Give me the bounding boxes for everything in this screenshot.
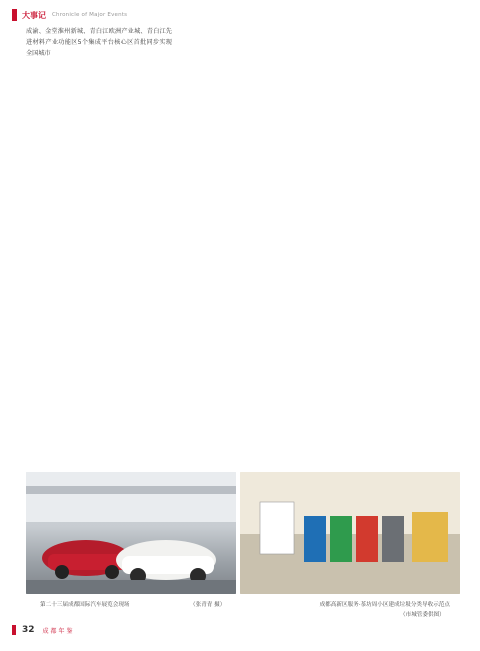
photo-credit-1: （张青青 摄） bbox=[190, 602, 226, 608]
garbage-bins-illustration bbox=[240, 472, 460, 594]
footer-accent-bar bbox=[12, 625, 16, 635]
text-column-1 bbox=[26, 26, 172, 59]
photo-caption-2: 成都高新区服务·茶坊周小区建成垃圾分类导收示范点 bbox=[319, 602, 450, 608]
car-photo-illustration bbox=[26, 472, 236, 594]
page-header bbox=[12, 8, 127, 22]
garbage-sorting-photo bbox=[240, 472, 460, 594]
photo-caption-1: 第二十三届成都国际汽车展览会现场 bbox=[40, 602, 130, 608]
auto-show-photo bbox=[26, 472, 236, 594]
photo-credit-2: （市城管委供图） bbox=[400, 612, 445, 618]
section-subtitle: Chronicle of Major Events bbox=[52, 12, 128, 18]
paragraph: 成渝、金堂淮州新城、青白江欧洲产业城、青白江先进材料产业功能区5个集成平台核心区首批同步实现全国城市 bbox=[26, 28, 172, 58]
page-footer bbox=[12, 625, 75, 635]
header-accent-bar bbox=[12, 9, 17, 21]
magazine-name: 成都年鉴 bbox=[42, 627, 75, 635]
section-title: 大事记 bbox=[22, 10, 46, 20]
page-number: 32 bbox=[22, 625, 35, 635]
